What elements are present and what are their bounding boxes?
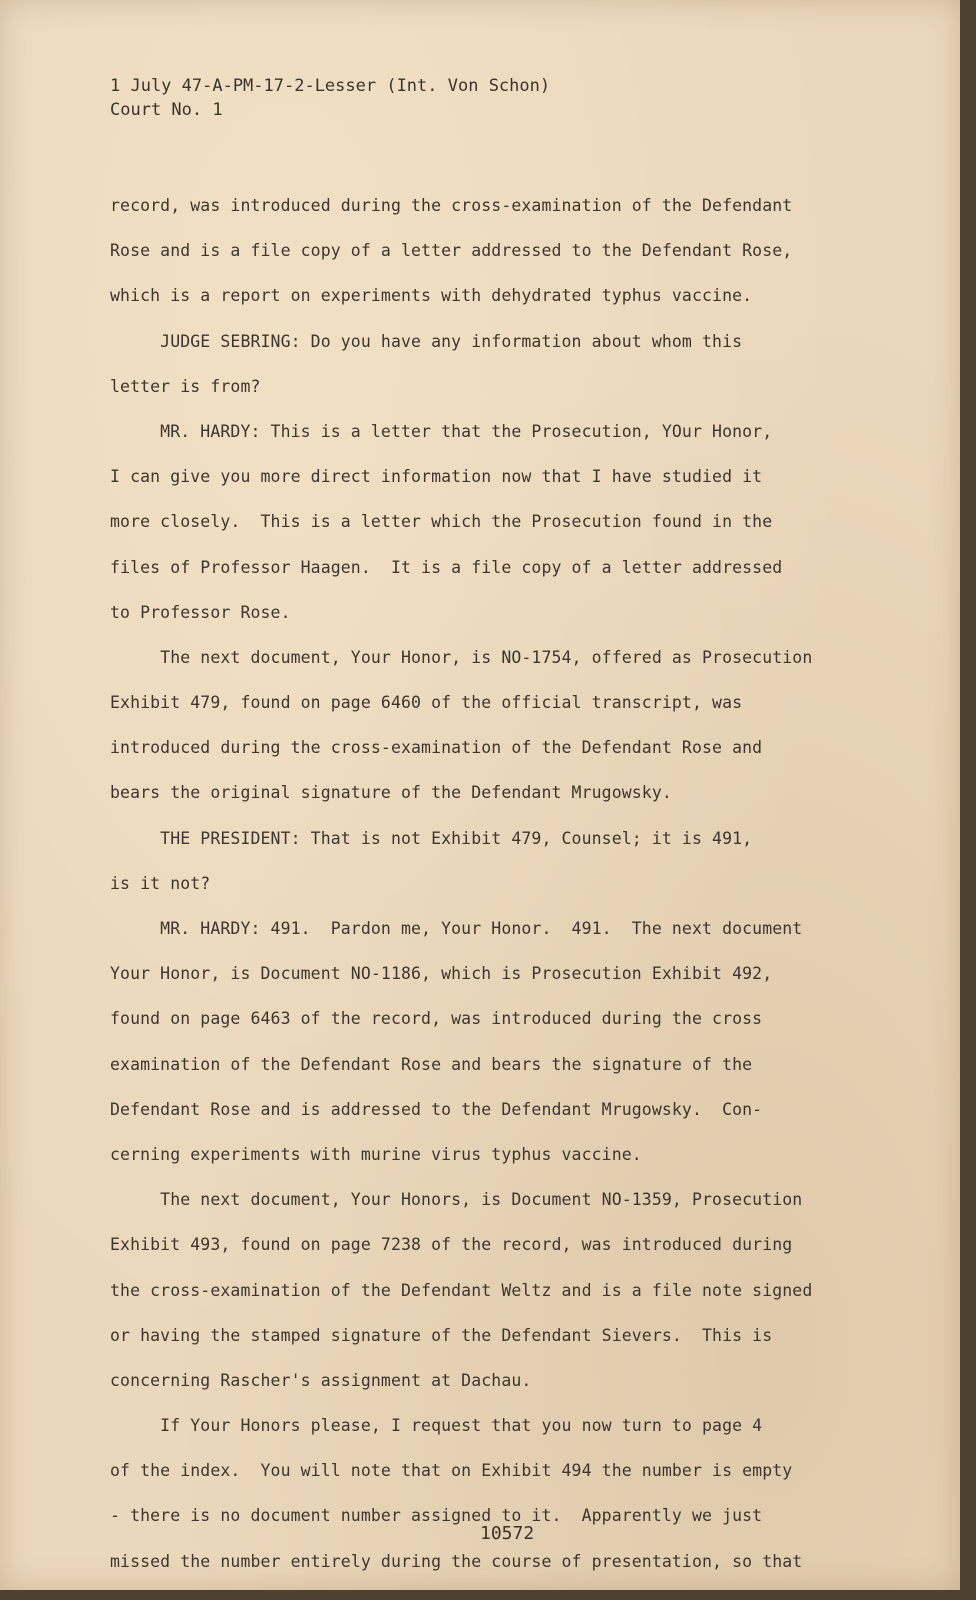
transcript-line: I can give you more direct information now that I have studied it	[110, 467, 763, 487]
transcript-body	[110, 183, 840, 1584]
page-number: 10572	[480, 1523, 535, 1544]
transcript-line: which is a report on experiments with dehydrated typhus vaccine.	[110, 286, 753, 306]
transcript-line: Rose and is a file copy of a letter addressed to the Defendant Rose,	[110, 241, 793, 261]
document-header	[110, 74, 550, 122]
transcript-line: or having the stamped signature of the Defendant Sievers. This is	[110, 1325, 773, 1345]
transcript-line: examination of the Defendant Rose and bears the signature of the	[110, 1054, 753, 1074]
transcript-line: JUDGE SEBRING: Do you have any information about whom this	[110, 331, 743, 351]
transcript-line: letter is from?	[110, 376, 261, 396]
transcript-line: missed the number entirely during the course of presentation, so that	[110, 1551, 803, 1571]
transcript-line: concerning Rascher's assignment at Dachau.	[110, 1370, 532, 1390]
transcript-line: THE PRESIDENT: That is not Exhibit 479, Counsel; it is 491,	[110, 828, 753, 848]
transcript-line: files of Professor Haagen. It is a file copy of a letter addressed	[110, 557, 783, 577]
transcript-line: to Professor Rose.	[110, 602, 291, 622]
header-session-line: 1 July 47-A-PM-17-2-Lesser (Int. Von Schon)	[110, 76, 551, 96]
transcript-line: is it not?	[110, 873, 211, 893]
transcript-line: introduced during the cross-examination of the Defendant Rose and	[110, 738, 763, 758]
transcript-line: of the index. You will note that on Exhibit 494 the number is empty	[110, 1461, 793, 1481]
transcript-line: bears the original signature of the Defendant Mrugowsky.	[110, 783, 672, 803]
transcript-line: more closely. This is a letter which the Prosecution found in the	[110, 512, 773, 532]
transcript-line: MR. HARDY: 491. Pardon me, Your Honor. 491. The next document	[110, 919, 803, 938]
transcript-line: Exhibit 479, found on page 6460 of the official transcript, was	[110, 693, 743, 713]
transcript-line: The next document, Your Honors, is Document NO-1359, Prosecution	[110, 1190, 803, 1210]
transcript-line: Defendant Rose and is addressed to the Defendant Mrugowsky. Con-	[110, 1099, 763, 1119]
transcript-line: The next document, Your Honor, is NO-1754, offered as Prosecution	[110, 647, 813, 667]
transcript-line: record, was introduced during the cross-examination of the Defendant	[110, 196, 793, 215]
transcript-line: - there is no document number assigned to it. Apparently we just	[110, 1506, 763, 1526]
transcript-line: Exhibit 493, found on page 7238 of the record, was introduced during	[110, 1235, 793, 1255]
transcript-line: found on page 6463 of the record, was introduced during the cross	[110, 1009, 763, 1029]
header-court-line: Court No. 1	[110, 100, 223, 120]
transcript-line: cerning experiments with murine virus typhus vaccine.	[110, 1144, 642, 1164]
transcript-line: MR. HARDY: This is a letter that the Prosecution, YOur Honor,	[110, 421, 773, 441]
transcript-line: Your Honor, is Document NO-1186, which is Prosecution Exhibit 492,	[110, 964, 773, 984]
transcript-line: the cross-examination of the Defendant Weltz and is a file note signed	[110, 1280, 813, 1300]
transcript-line: If Your Honors please, I request that you now turn to page 4	[110, 1416, 763, 1436]
